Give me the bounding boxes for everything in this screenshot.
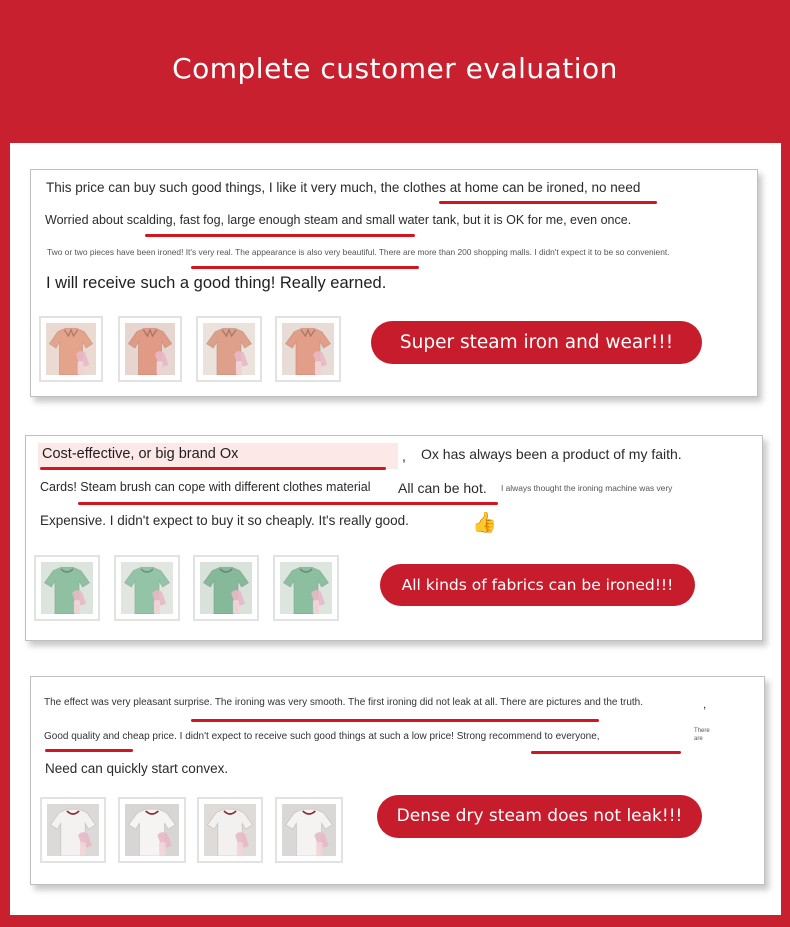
review-text-line: Good quality and cheap price. I didn't expect to receive such good things at such a low price! Strong recommend to everyone, [44,731,600,742]
tshirt-photo-1 [41,562,93,614]
underline-mark [531,751,681,754]
review-photo[interactable] [34,555,100,621]
highlight-badge: Dense dry steam does not leak!!! [377,795,702,838]
review-text-line: Two or two pieces have been ironed! It's very real. The appearance is also very beautiful. There are more than 200 shopping malls. I didn't expect it to be so convenient. [47,247,670,257]
review-photo[interactable] [197,797,263,863]
review-photo[interactable] [118,797,186,863]
review-text-line: Worried about scalding, fast fog, large enough steam and small water tank, but it is OK for me, even once. [45,213,632,227]
review-text-line: Need can quickly start convex. [45,761,229,776]
review-photo[interactable] [40,797,106,863]
tshirt-photo-4 [280,562,332,614]
review-text-line: Expensive. I didn't expect to buy it so cheaply. It's really good. [40,513,409,528]
shirt-photo-1 [46,323,96,375]
separator-comma: , [402,448,406,464]
review-text-line: This price can buy such good things, I like it very much, the clothes at home can be ironed, no need [46,180,641,195]
white-tee-photo-1 [47,804,99,856]
review-text-line: I always thought the ironing machine was very [501,483,673,493]
shirt-photo-2 [125,323,175,375]
underline-mark [78,502,498,505]
review-card-2 [25,435,763,641]
review-photo[interactable] [196,316,262,382]
underline-mark [45,749,133,752]
review-text-line: There [694,728,710,734]
review-text-line: Ox has always been a product of my faith. [421,446,682,462]
highlight-text: Cost-effective, or big brand Ox [42,446,239,462]
tshirt-photo-3 [200,562,252,614]
review-text-line: The effect was very pleasant surprise. The ironing was very smooth. The first ironing did not leak at all. There are pictures and the truth. [44,697,644,708]
underline-mark [40,467,386,470]
highlight-badge: All kinds of fabrics can be ironed!!! [380,564,695,606]
thumbs-up-icon: 👍 [472,512,497,534]
shirt-photo-3 [203,323,255,375]
underline-mark [145,234,415,237]
review-photo[interactable] [273,555,339,621]
review-photo[interactable] [118,316,182,382]
shirt-photo-4 [282,323,334,375]
review-photo[interactable] [114,555,180,621]
review-text-line: are [694,736,703,742]
highlight-badge: Super steam iron and wear!!! [371,321,702,364]
review-card-1 [30,169,758,397]
review-text-line: All can be hot. [398,480,487,496]
page-title: Complete customer evaluation [172,52,618,85]
underline-mark [191,719,599,722]
review-photo[interactable] [275,797,343,863]
white-tee-photo-4 [282,804,336,856]
separator-comma: , [703,697,707,711]
white-tee-photo-3 [204,804,256,856]
review-card-3 [30,676,765,885]
white-tee-photo-2 [125,804,179,856]
underline-mark [191,266,419,269]
review-text-line: I will receive such a good thing! Really earned. [46,274,387,292]
review-photo[interactable] [193,555,259,621]
underline-mark [439,201,657,204]
review-photo[interactable] [39,316,103,382]
review-text-line: Cards! Steam brush can cope with different clothes material [40,480,371,494]
tshirt-photo-2 [121,562,173,614]
review-photo[interactable] [275,316,341,382]
